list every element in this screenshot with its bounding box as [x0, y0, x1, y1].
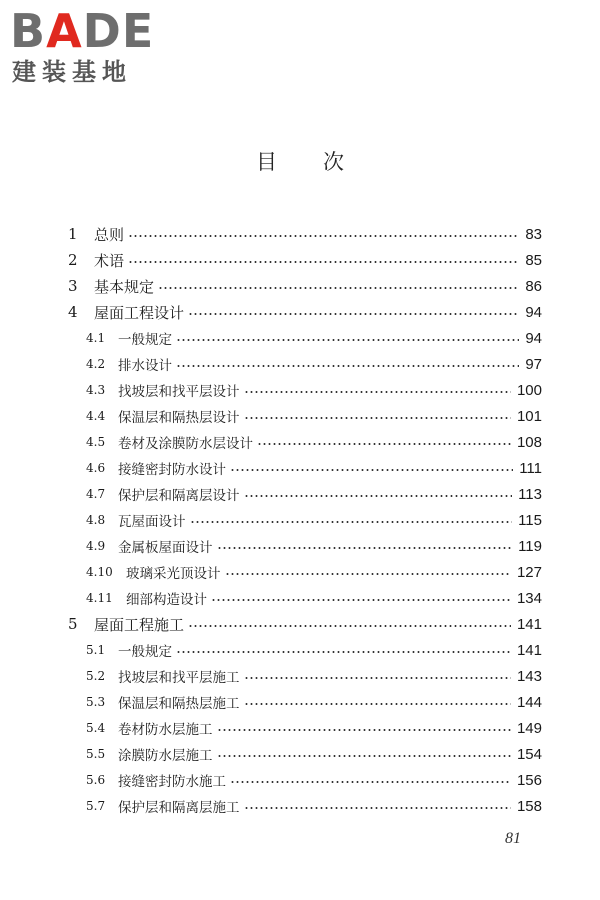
toc-entry[interactable] — [0, 299, 600, 325]
toc-entry-label: 涂膜防水层施工 — [118, 748, 213, 764]
toc-entry-label: 保护层和隔离层设计 — [118, 488, 240, 504]
toc-entry[interactable] — [0, 325, 600, 351]
toc-entry-number: 4.3 — [86, 383, 106, 397]
toc-entry-page: 154 — [516, 745, 542, 763]
toc-entry-page: 100 — [516, 381, 542, 399]
toc-leader-dots — [217, 755, 511, 757]
toc-entry-page: 113 — [518, 485, 542, 503]
toc-entry[interactable] — [0, 403, 600, 429]
toc-entry-number: 4.1 — [86, 331, 106, 345]
toc-entry-page: 111 — [519, 459, 542, 477]
toc-entry-number: 2 — [68, 251, 78, 269]
toc-entry-number: 5.2 — [86, 669, 106, 683]
toc-leader-dots — [176, 651, 511, 653]
toc-entry-label: 一般规定 — [118, 332, 172, 348]
toc-leader-dots — [176, 365, 519, 367]
page-title: 目次 — [256, 150, 390, 174]
toc-entry-number: 1 — [68, 225, 78, 243]
page-number: 81 — [505, 830, 521, 847]
toc-entry-page: 158 — [516, 797, 542, 815]
toc-leader-dots — [128, 261, 519, 263]
toc-leader-dots — [225, 573, 511, 575]
toc-entry-page: 141 — [516, 615, 542, 633]
toc-leader-dots — [190, 521, 513, 523]
toc-leader-dots — [244, 703, 511, 705]
toc-entry-label: 卷材防水层施工 — [118, 722, 213, 738]
toc-leader-dots — [217, 547, 513, 549]
toc-entry[interactable] — [0, 741, 600, 767]
toc-leader-dots — [257, 443, 511, 445]
toc-leader-dots — [188, 313, 519, 315]
toc-entry[interactable] — [0, 793, 600, 819]
toc-entry[interactable] — [0, 507, 600, 533]
toc-entry[interactable] — [0, 611, 600, 637]
toc-entry-label: 保温层和隔热层设计 — [118, 410, 240, 426]
toc-entry-page: 115 — [518, 511, 542, 529]
logo — [10, 6, 180, 88]
toc-entry[interactable] — [0, 533, 600, 559]
toc-entry-label: 保温层和隔热层施工 — [118, 696, 240, 712]
toc-leader-dots — [158, 287, 519, 289]
logo-subtitle: 建装基地 — [12, 58, 132, 86]
toc-entry-number: 5.4 — [86, 721, 106, 735]
toc-leader-dots — [244, 495, 513, 497]
toc-entry-page: 143 — [516, 667, 542, 685]
toc-entry-page: 86 — [525, 277, 542, 295]
toc-entry-label: 一般规定 — [118, 644, 172, 660]
toc-entry[interactable] — [0, 429, 600, 455]
toc-entry[interactable] — [0, 273, 600, 299]
toc-entry[interactable] — [0, 481, 600, 507]
toc-entry-number: 4.7 — [86, 487, 106, 501]
toc-entry-label: 屋面工程施工 — [94, 615, 185, 634]
toc-entry-number: 4.11 — [86, 591, 113, 605]
toc-entry-page: 94 — [525, 303, 542, 321]
toc-entry-label: 总则 — [94, 225, 125, 244]
toc-leader-dots — [217, 729, 511, 731]
toc-entry[interactable] — [0, 637, 600, 663]
toc-leader-dots — [244, 417, 511, 419]
toc-entry-label: 屋面工程设计 — [94, 303, 185, 322]
toc-entry-label: 排水设计 — [118, 358, 172, 374]
toc-leader-dots — [128, 235, 519, 237]
toc-entry-number: 5.5 — [86, 747, 106, 761]
toc-entry-number: 5 — [68, 615, 78, 633]
toc-entry-number: 4.6 — [86, 461, 106, 475]
toc-entry-label: 找坡层和找平层施工 — [118, 670, 240, 686]
toc-entry[interactable] — [0, 377, 600, 403]
toc-leader-dots — [230, 469, 513, 471]
toc-entry-number: 4.9 — [86, 539, 106, 553]
toc-entry-page: 119 — [518, 537, 542, 555]
toc-entry-page: 144 — [516, 693, 542, 711]
toc-entry-page: 141 — [516, 641, 542, 659]
logo-wordmark: BADE — [10, 4, 155, 58]
toc-entry-label: 保护层和隔离层施工 — [118, 800, 240, 816]
toc-entry-page: 127 — [516, 563, 542, 581]
toc-entry[interactable] — [0, 585, 600, 611]
toc-entry-page: 108 — [516, 433, 542, 451]
toc-entry-number: 3 — [68, 277, 78, 295]
toc-entry-label: 找坡层和找平层设计 — [118, 384, 240, 400]
toc-entry-number: 5.1 — [86, 643, 106, 657]
toc-entry[interactable] — [0, 689, 600, 715]
toc-entry-label: 术语 — [94, 251, 125, 270]
toc-entry-number: 4.4 — [86, 409, 106, 423]
toc-entry-page: 101 — [516, 407, 542, 425]
toc-entry-page: 94 — [525, 329, 542, 347]
toc-leader-dots — [244, 807, 511, 809]
table-of-contents — [0, 221, 600, 819]
toc-entry-number: 4.5 — [86, 435, 106, 449]
toc-entry[interactable] — [0, 767, 600, 793]
toc-entry-label: 接缝密封防水施工 — [118, 774, 226, 790]
toc-entry[interactable] — [0, 351, 600, 377]
toc-entry-number: 5.6 — [86, 773, 106, 787]
toc-entry-number: 5.3 — [86, 695, 106, 709]
toc-leader-dots — [188, 625, 511, 627]
toc-entry-label: 基本规定 — [94, 277, 155, 296]
toc-entry-label: 接缝密封防水设计 — [118, 462, 226, 478]
toc-entry[interactable] — [0, 559, 600, 585]
toc-leader-dots — [230, 781, 511, 783]
toc-entry-page: 149 — [516, 719, 542, 737]
toc-leader-dots — [176, 339, 519, 341]
toc-entry-label: 瓦屋面设计 — [118, 514, 186, 530]
toc-entry[interactable] — [0, 715, 600, 741]
toc-entry[interactable] — [0, 663, 600, 689]
toc-leader-dots — [211, 599, 511, 601]
toc-entry-page: 134 — [516, 589, 542, 607]
toc-entry-page: 156 — [516, 771, 542, 789]
toc-entry[interactable] — [0, 247, 600, 273]
toc-entry-page: 85 — [525, 251, 542, 269]
toc-entry[interactable] — [0, 455, 600, 481]
toc-entry-number: 4.8 — [86, 513, 106, 527]
toc-entry-label: 细部构造设计 — [126, 592, 207, 608]
toc-entry-number: 5.7 — [86, 799, 106, 813]
toc-entry-number: 4.2 — [86, 357, 106, 371]
toc-entry-page: 83 — [525, 225, 542, 243]
toc-leader-dots — [244, 677, 511, 679]
toc-entry-label: 玻璃采光顶设计 — [126, 566, 221, 582]
toc-entry[interactable] — [0, 221, 600, 247]
toc-entry-number: 4 — [68, 303, 78, 321]
toc-entry-page: 97 — [525, 355, 542, 373]
toc-leader-dots — [244, 391, 511, 393]
toc-entry-label: 金属板屋面设计 — [118, 540, 213, 556]
toc-entry-label: 卷材及涂膜防水层设计 — [118, 436, 253, 452]
toc-entry-number: 4.10 — [86, 565, 113, 579]
